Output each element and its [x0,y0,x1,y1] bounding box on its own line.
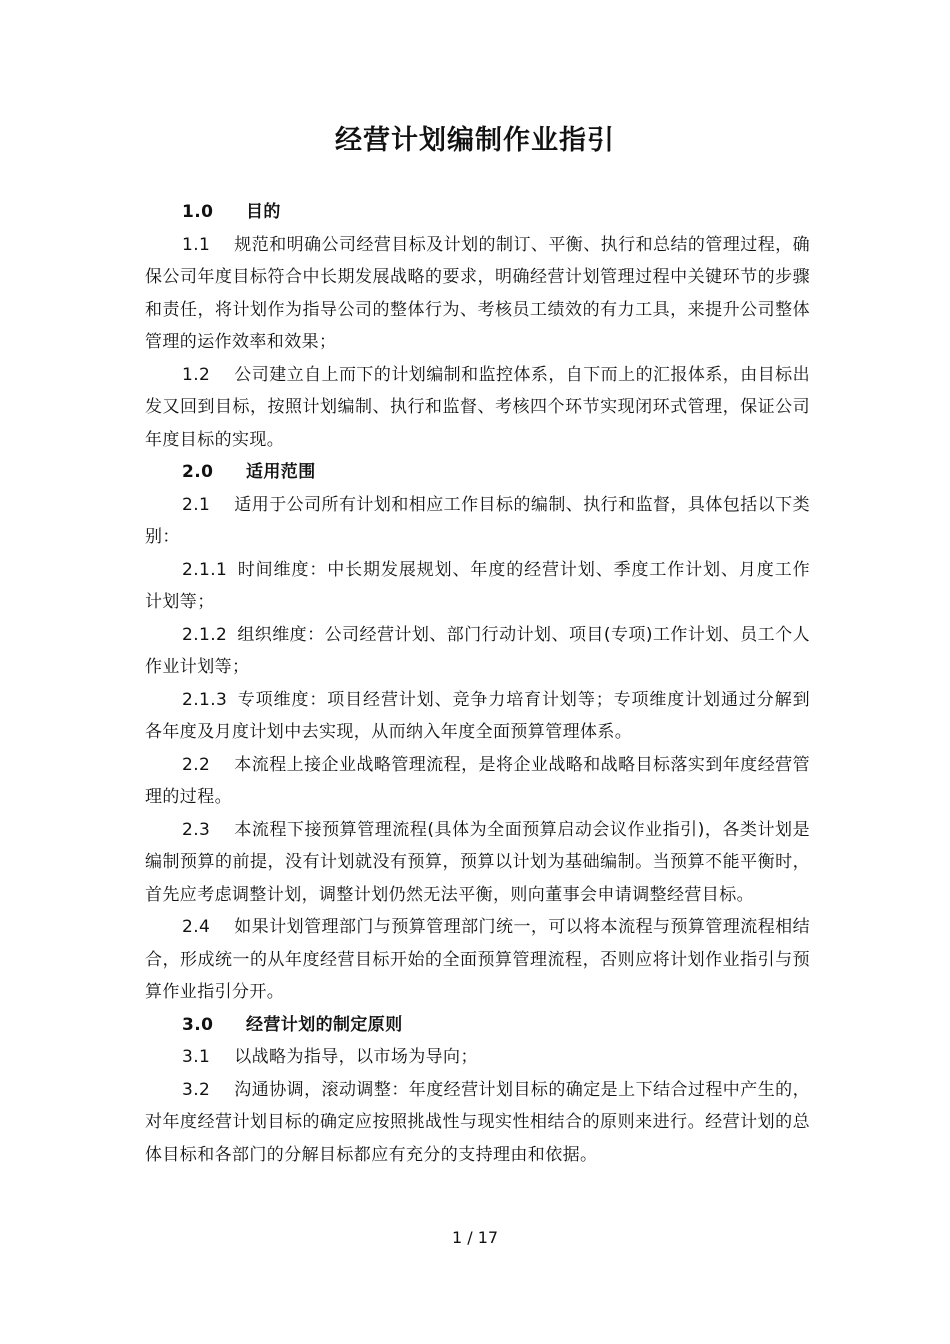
paragraph-2-1-1 [145,554,810,619]
paragraph-number: 2.4 [182,917,211,937]
page-footer [0,1228,950,1247]
section-title: 目的 [246,202,281,222]
paragraph-1-2 [145,359,810,457]
paragraph-3-2 [145,1074,810,1172]
paragraph-number: 1.1 [182,234,211,255]
paragraph-number: 2.1 [182,494,211,515]
paragraph-text: 时间维度：中长期发展规划、年度的经营计划、季度工作计划、月度工作计划等； [145,559,810,612]
paragraph-2-3 [145,814,810,912]
paragraph-text: 沟通协调，滚动调整：年度经营计划目标的确定是上下结合过程中产生的，对年度经营计划目标的确定应按照挑战性与现实性相结合的原则来进行。经营计划的总体目标和各部门的分解目标都应有充分的支持理由和依据。 [145,1079,810,1165]
paragraph-text: 规范和明确公司经营目标及计划的制订、平衡、执行和总结的管理过程，确保公司年度目标符合中长期发展战略的要求，明确经营计划管理过程中关键环节的步骤和责任，将计划作为指导公司的整体行为、考核员工绩效的有力工具，来提升公司整体管理的运作效率和效果； [145,234,810,352]
paragraph-3-1 [145,1041,810,1074]
paragraph-2-1-3 [145,684,810,749]
section-number: 1.0 [182,202,214,222]
paragraph-1-1 [145,229,810,359]
paragraph-number: 2.3 [182,819,211,840]
section-heading-3 [145,1009,810,1042]
section-title: 适用范围 [246,462,316,482]
page-number-total: 17 [477,1228,499,1247]
page-number-current: 1 [451,1228,463,1247]
paragraph-text: 本流程上接企业战略管理流程，是将企业战略和战略目标落实到年度经营管理的过程。 [145,754,810,807]
section-number: 3.0 [182,1014,214,1035]
paragraph-number: 3.2 [182,1079,211,1100]
section-heading-2 [145,456,810,489]
paragraph-text: 适用于公司所有计划和相应工作目标的编制、执行和监督，具体包括以下类别： [145,494,810,547]
section-number: 2.0 [182,462,214,482]
paragraph-text: 如果计划管理部门与预算管理部门统一，可以将本流程与预算管理流程相结合，形成统一的从年度经营目标开始的全面预算管理流程，否则应将计划作业指引与预算作业指引分开。 [145,917,810,1002]
paragraph-text: 公司建立自上而下的计划编制和监控体系，自下而上的汇报体系，由目标出发又回到目标，按照计划编制、执行和监督、考核四个环节实现闭环式管理，保证公司年度目标的实现。 [145,364,810,450]
paragraph-number: 1.2 [182,364,211,385]
paragraph-number: 2.1.2 [182,624,228,645]
paragraph-number: 2.1.3 [182,689,228,710]
paragraph-2-4 [145,911,810,1009]
paragraph-text: 本流程下接预算管理流程(具体为全面预算启动会议作业指引)，各类计划是编制预算的前提，没有计划就没有预算，预算以计划为基础编制。当预算不能平衡时，首先应考虑调整计划，调整计划仍然无法平衡，则向董事会申请调整经营目标。 [145,819,810,905]
paragraph-2-2 [145,749,810,814]
paragraph-2-1-2 [145,619,810,684]
section-heading-1 [145,196,810,229]
paragraph-number: 2.2 [182,754,211,775]
paragraph-text: 组织维度：公司经营计划、部门行动计划、项目(专项)工作计划、员工个人作业计划等； [145,624,810,677]
page-number-separator: / [467,1228,473,1247]
paragraph-2-1 [145,489,810,554]
paragraph-text: 专项维度：项目经营计划、竞争力培育计划等；专项维度计划通过分解到各年度及月度计划中去实现，从而纳入年度全面预算管理体系。 [145,689,810,742]
paragraph-text: 以战略为指导，以市场为导向； [234,1047,478,1067]
document-body [145,196,810,1171]
section-title: 经营计划的制定原则 [246,1014,403,1035]
paragraph-number: 2.1.1 [182,559,228,580]
paragraph-number: 3.1 [182,1047,211,1067]
document-title: 经营计划编制作业指引 [335,125,615,156]
